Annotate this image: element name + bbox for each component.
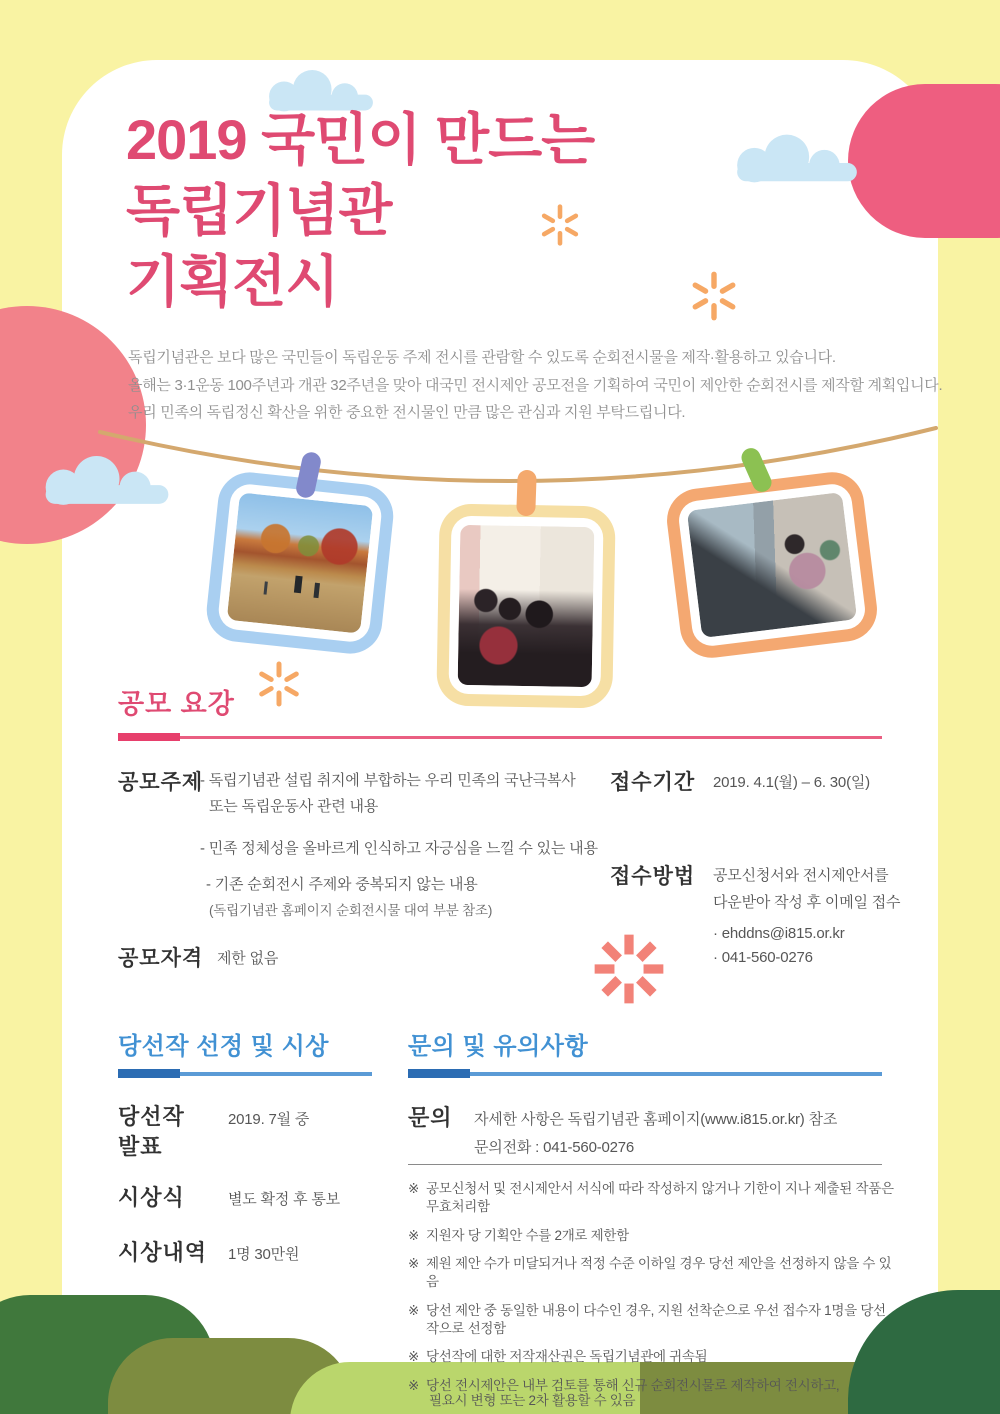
- note-text: 제원 제안 수가 미달되거나 적정 수준 이하일 경우 당선 제안을 선정하지 않을 수 있음: [426, 1256, 892, 1289]
- note-marker: ※: [408, 1256, 420, 1271]
- poster-title: [126, 104, 594, 317]
- pink-divider: [118, 736, 882, 739]
- photo-frame-blue: [204, 469, 397, 656]
- topic-bullet-1: [200, 768, 576, 820]
- label-winner-announcement: [118, 1102, 185, 1162]
- blue-divider-right: [408, 1072, 882, 1076]
- topic-bullet-1-line-2: 또는 독립운동사 관련 내용: [209, 798, 379, 815]
- sparkle-icon: [255, 660, 303, 708]
- pink-divider-accent: [118, 733, 180, 741]
- note-item: [408, 1348, 894, 1366]
- prize-value: 1명 30만원: [228, 1246, 300, 1263]
- winner-announcement-value: 2019. 7월 중: [228, 1111, 310, 1128]
- note-item: [408, 1180, 894, 1216]
- photo-frame-orange: [663, 469, 880, 662]
- topic-bullet-1-line-1: - 독립기념관 설립 취지에 부합하는 우리 민족의 국난극복사: [200, 772, 576, 789]
- method-phone: · 041-560-0276: [713, 949, 813, 966]
- pink-pill-shape: [848, 84, 1000, 238]
- intro-line-2: 올해는 3·1운동 100주년과 개관 32주년을 맞아 대국민 전시제안 공모전을 기획하여 국민이 제안한 순회전시를 제작할 계획입니다.: [128, 376, 943, 394]
- note-marker: ※: [408, 1181, 420, 1196]
- section-header-award: 당선작 선정 및 시상: [118, 1033, 329, 1060]
- note-marker: ※: [408, 1349, 420, 1364]
- inquiry-details: [474, 1106, 837, 1162]
- photo-outdoor-exhibition: [227, 492, 374, 633]
- note-text-continued: 필요시 변형 또는 2차 활용할 수 있음: [429, 1392, 636, 1408]
- photo-frame-cream: [436, 503, 615, 708]
- intro-paragraph: [128, 344, 942, 427]
- clothespin-orange: [516, 470, 537, 517]
- inquiry-website: 자세한 사항은 독립기념관 홈페이지(www.i815.or.kr) 참조: [474, 1111, 838, 1128]
- title-line-1: 2019 국민이 만드는: [126, 108, 595, 171]
- label-topic: 공모주제: [118, 771, 204, 794]
- cloud-icon: [726, 134, 868, 186]
- label-inquiry: 문의: [408, 1105, 453, 1130]
- section-header-requirements: 공모 요강: [118, 689, 235, 719]
- section-header-inquiry: 문의 및 유의사항: [408, 1033, 589, 1060]
- ceremony-value: 별도 확정 후 통보: [228, 1191, 340, 1208]
- label-period: 접수기간: [610, 771, 696, 794]
- label-winner-line-2: 발표: [118, 1134, 163, 1159]
- note-marker: ※: [408, 1377, 420, 1393]
- inquiry-phone: 문의전화 : 041-560-0276: [474, 1139, 635, 1156]
- label-winner-line-1: 당선작: [118, 1104, 185, 1129]
- photo-mat: [448, 516, 603, 697]
- blue-divider-accent: [408, 1069, 470, 1078]
- blue-divider-left: [118, 1072, 372, 1076]
- photo-bridge-exhibition: [687, 492, 857, 638]
- notes-divider: [408, 1164, 882, 1165]
- label-ceremony: 시상식: [118, 1185, 185, 1210]
- note-marker: ※: [408, 1227, 420, 1243]
- photo-figures: [294, 575, 303, 593]
- intro-line-3: 우리 민족의 독립정신 확산을 위한 중요한 전시물인 만큼 많은 관심과 지원 부탁드립니다.: [128, 404, 686, 421]
- method-email: · ehddns@i815.or.kr: [713, 925, 845, 942]
- note-text: 당선 제안 중 동일한 내용이 다수인 경우, 지원 선착순으로 우선 접수자 1명을 당선작으로 선정함: [426, 1302, 886, 1336]
- eligibility-value: 제한 없음: [217, 950, 279, 967]
- label-method: 접수방법: [610, 865, 696, 888]
- topic-bullet-2: - 민족 정체성을 올바르게 인식하고 자긍심을 느낄 수 있는 내용: [200, 840, 598, 857]
- topic-bullet-3: [206, 872, 492, 924]
- note-text: 당선작에 대한 저작재산권은 독립기념관에 귀속됨: [426, 1349, 708, 1364]
- label-eligibility: 공모자격: [118, 947, 204, 970]
- photo-mat: [677, 482, 867, 648]
- method-value: [713, 862, 900, 970]
- method-line-2: 다운받아 작성 후 이메일 접수: [713, 894, 901, 911]
- note-text: 공모신청서 및 전시제안서 서식에 따라 작성하지 않거나 기한이 지나 제출된 작품은 무효처리함: [426, 1181, 894, 1214]
- topic-bullet-3-line-1: - 기존 순회전시 주제와 중복되지 않는 내용: [206, 876, 478, 893]
- note-text: 당선 전시제안은 내부 검토를 통해 신규 순회전시물로 제작하여 전시하고,: [426, 1377, 840, 1393]
- title-line-2: 독립기념관: [126, 179, 392, 242]
- method-line-1: 공모신청서와 전시제안서를: [713, 867, 889, 884]
- photo-mat: [217, 482, 383, 643]
- topic-bullet-3-note: (독립기념관 홈페이지 순회전시물 대여 부분 참조): [209, 903, 493, 918]
- blue-divider-accent: [118, 1069, 180, 1078]
- photo-indoor-exhibition: [458, 525, 595, 687]
- period-value: 2019. 4.1(월) – 6. 30(일): [713, 774, 870, 791]
- note-item: [408, 1227, 894, 1245]
- note-text: 지원자 당 기획안 수를 2개로 제한함: [426, 1227, 629, 1243]
- sparkle-burst-icon: [592, 932, 666, 1006]
- note-item: [408, 1255, 894, 1291]
- sparkle-icon: [688, 270, 740, 322]
- notes-list: [408, 1180, 894, 1414]
- note-marker: ※: [408, 1302, 420, 1318]
- label-prize: 시상내역: [118, 1240, 208, 1265]
- intro-line-1: 독립기념관은 보다 많은 국민들이 독립운동 주제 전시를 관람할 수 있도록 순회전시물을 제작·활용하고 있습니다.: [128, 349, 836, 366]
- note-item: [408, 1302, 894, 1338]
- title-line-3: 기획전시: [126, 250, 339, 313]
